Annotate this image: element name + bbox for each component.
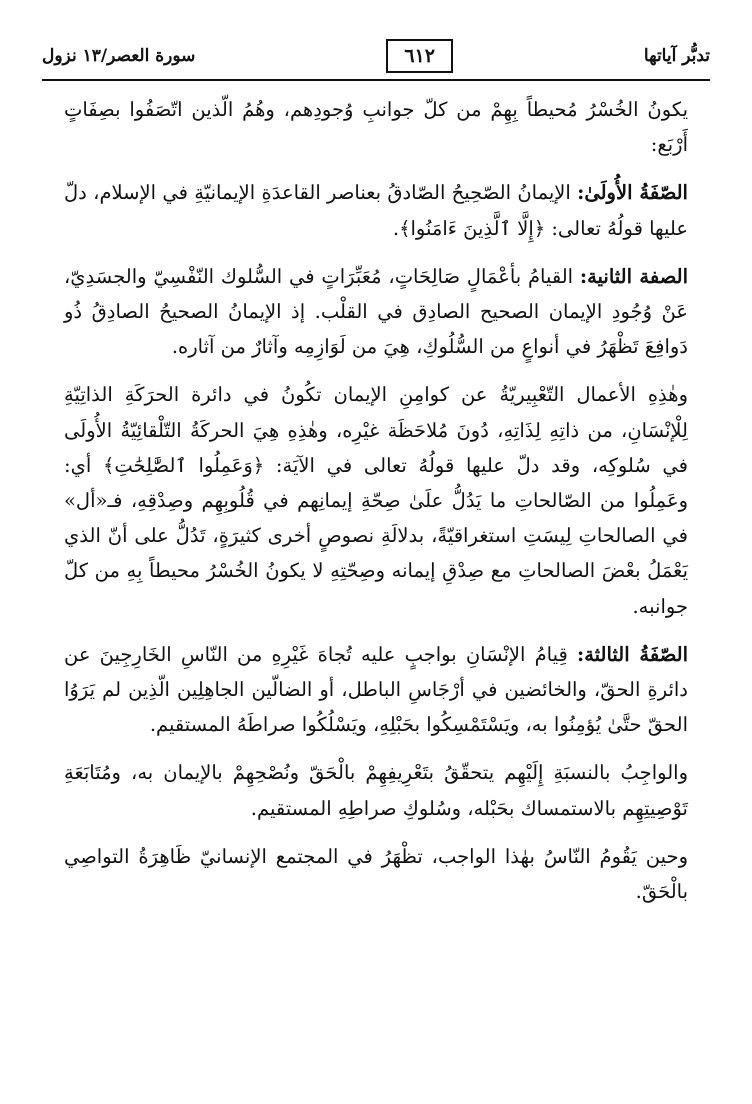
attribute-1-text: الإيمانُ الصّحِيحُ الصّادقُ بعناصر القاعدَةِ الإيمانيّةِ في الإسلام، دلّ عليها قولُهُ تعالى: ﴿إِلَّا ٱلَّذِينَ ءَامَنُوا﴾. [64, 181, 688, 240]
page-header [42, 36, 710, 76]
book-title: تدبُّر آياتها [643, 46, 710, 66]
paragraph-intro: يكونُ الخُسْرُ مُحيطاً بِهِمْ من كلّ جوانبِ وُجودِهم، وهُمُ الّذين اتّصَفُوا بصِفَاتٍ أَرْبَع: [64, 98, 688, 157]
attribute-3-label: الصّفَةُ الثالثة: [577, 642, 688, 666]
paragraph-righteous-deeds: وهٰذِهِ الأعمال التّعْبِيريّةُ عن كوامِنِ الإيمان تكُونُ في دائرة الحرَكَةِ الذاتِيّةِ لِلْإنْسَانِ، من ذاتِهِ لِذَاتِهِ، دُونَ مُلاحَظَة غيْرِه، وهٰذِهِ هِيَ الحركَةُ التّلْقائِيّةُ الأُولَى في سُلوكِه، وقد دلّ عليها قولُهُ تعالى في الآيَة: ﴿وَعَمِلُوا ٱلصَّٰلِحَٰتِ﴾ أي: وعَمِلُوا من الصّالحاتِ ما يَدُلُّ علَىٰ صِحّةِ إيمانِهم في قُلُوبِهِم وصِدْقِهِ، فـ«أل» في الصالحاتِ لِيسَتِ استغراقيّةً، بدلالَةِ نصوصٍ أخرى كثيرَةٍ، تَدُلُّ على أنّ الذي يَعْمَلُ بعْضَ الصالحاتِ مع صِدْقِ إيمانه وصِحّتِهِ لا يكونُ الخُسْرُ محيطاً بِهِ من كلّ جوانبه. [64, 383, 688, 618]
paragraph-attribute-3 [64, 637, 688, 743]
attribute-3-text: قِيامُ الإنْسَانِ بواجبٍ عليه تُجاهَ غَيْرِهِ من النّاسِ الخَارِجِينَ عن دائرةِ الحقّ، والخائضين في أرْجَاسِ الباطل، أو الضالّين الجاهِلِين الّذِين لم يَرَوُا الحقّ حتَّىٰ يُؤمِنُوا به، ويَسْتَمْسِكُوا بحَبْلِهِ، ويَسْلُكُوا صراطَهُ المستقيم. [64, 642, 688, 737]
paragraph-attribute-2 [64, 259, 688, 365]
paragraph-conclusion: وحين يَقُومُ النّاسُ بهٰذا الواجب، تظْهَرُ في المجتمع الإنسانيّ ظَاهِرَةُ التواصِي بالْحَقّ. [64, 844, 688, 904]
attribute-2-text: القيامُ بأعْمَالٍ صَالِحَاتٍ، مُعَبِّرَاتٍ في السُّلوك النّفْسِيّ والجسَدِيّ، عَنْ وُجُودِ الإيمان الصحيح الصادِق في القلْب. إذ الإيمانُ الصحيحُ الصادِقُ ذُو دَوافِعَ تَظْهَرُ في أنواعٍ من السُّلُوكِ، هِيَ من لَوَازِمِه وآثارٌ من آثاره. [64, 264, 688, 359]
paragraph-duty: والواجِبُ بالنسبَةِ إِلَيْهِم يتحقّقُ بتَعْرِيفِهِمْ بالْحَقّ ونُصْحِهِمْ بالإيمان به، ومُتَابَعَةِ تَوْصِيتِهِم بالاستمساك بحَبْله، وسُلوكِ صراطِهِ المستقيم. [64, 761, 688, 820]
header-rule [42, 79, 710, 81]
attribute-1-label: الصّفَةُ الأُولَىٰ: [577, 181, 688, 205]
attribute-2-label: الصفة الثانية: [579, 264, 688, 288]
paragraph-attribute-1 [64, 175, 688, 245]
surah-info: سورة العصر/١٣ نزول [42, 46, 196, 66]
page-number: ٦١٢ [386, 39, 453, 73]
page-body [64, 92, 688, 922]
